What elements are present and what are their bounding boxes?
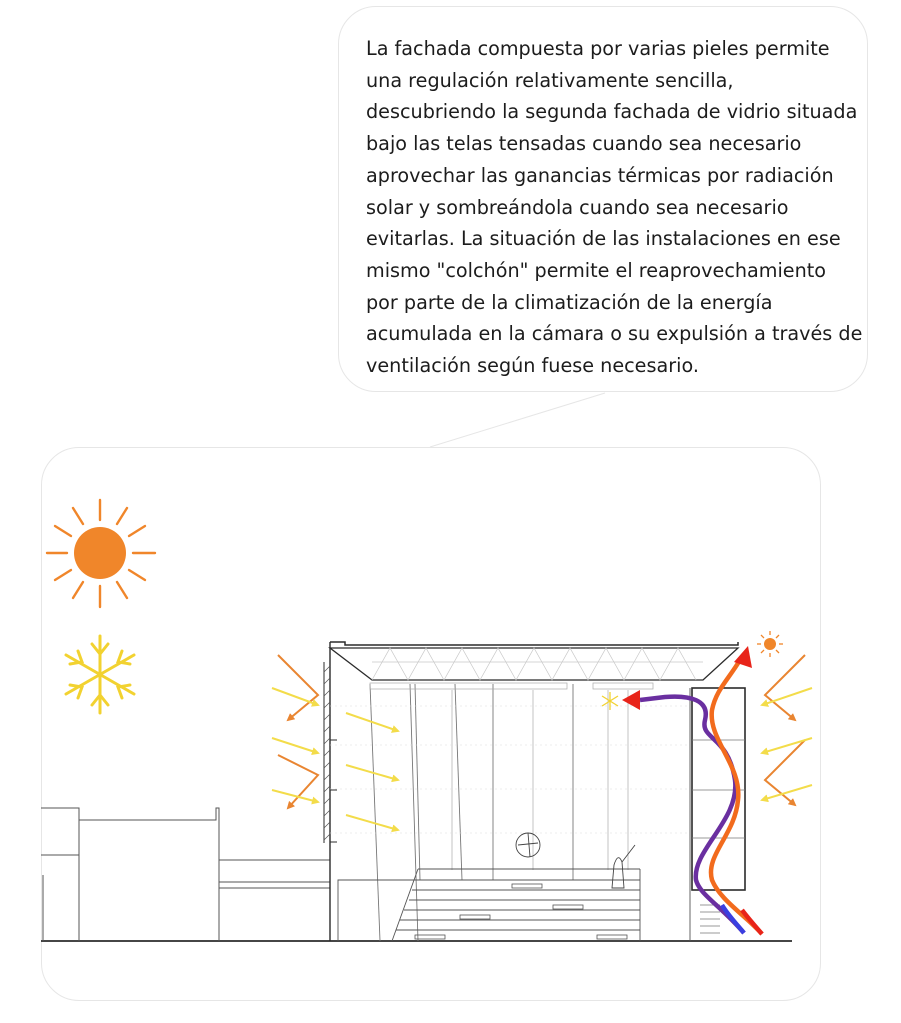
hot-air-flow: [711, 660, 762, 934]
incident-rays-left: [272, 688, 398, 830]
small-snowflake-icon: [602, 692, 618, 710]
description-line: aprovechar las ganancias térmicas por radiación: [366, 163, 834, 187]
callout-pointer: [430, 393, 605, 447]
description-line: evitarlas. La situación de las instalaciones en ese: [366, 227, 841, 251]
red-air-flow: [742, 910, 762, 934]
sun-icon: [47, 500, 155, 607]
description-line: acumulada en la cámara o su expulsión a través de: [366, 322, 863, 346]
small-sun-icon: [757, 631, 783, 657]
description-line: descubriendo la segunda fachada de vidrio situada: [366, 100, 858, 124]
description-line: La fachada compuesta por varias pieles permite: [366, 37, 830, 60]
neighbor-buildings: [41, 808, 330, 941]
description-line: ventilación según fuese necesario.: [366, 354, 699, 378]
description-line: una regulación relativamente sencilla,: [366, 68, 734, 92]
description-line: bajo las telas tensadas cuando sea necesario: [366, 132, 802, 156]
description-line: mismo "colchón" permite el reaprovechamiento: [366, 258, 827, 282]
reflected-rays-left: [278, 655, 318, 808]
description-line: solar y sombreándola cuando sea necesario: [366, 195, 789, 219]
building-section: [324, 642, 745, 941]
description-line: por parte de la climatización de la energía: [366, 290, 773, 314]
red-arrowhead-left: [622, 690, 640, 710]
reflected-rays-right: [765, 655, 805, 805]
snowflake-icon: [66, 636, 134, 713]
